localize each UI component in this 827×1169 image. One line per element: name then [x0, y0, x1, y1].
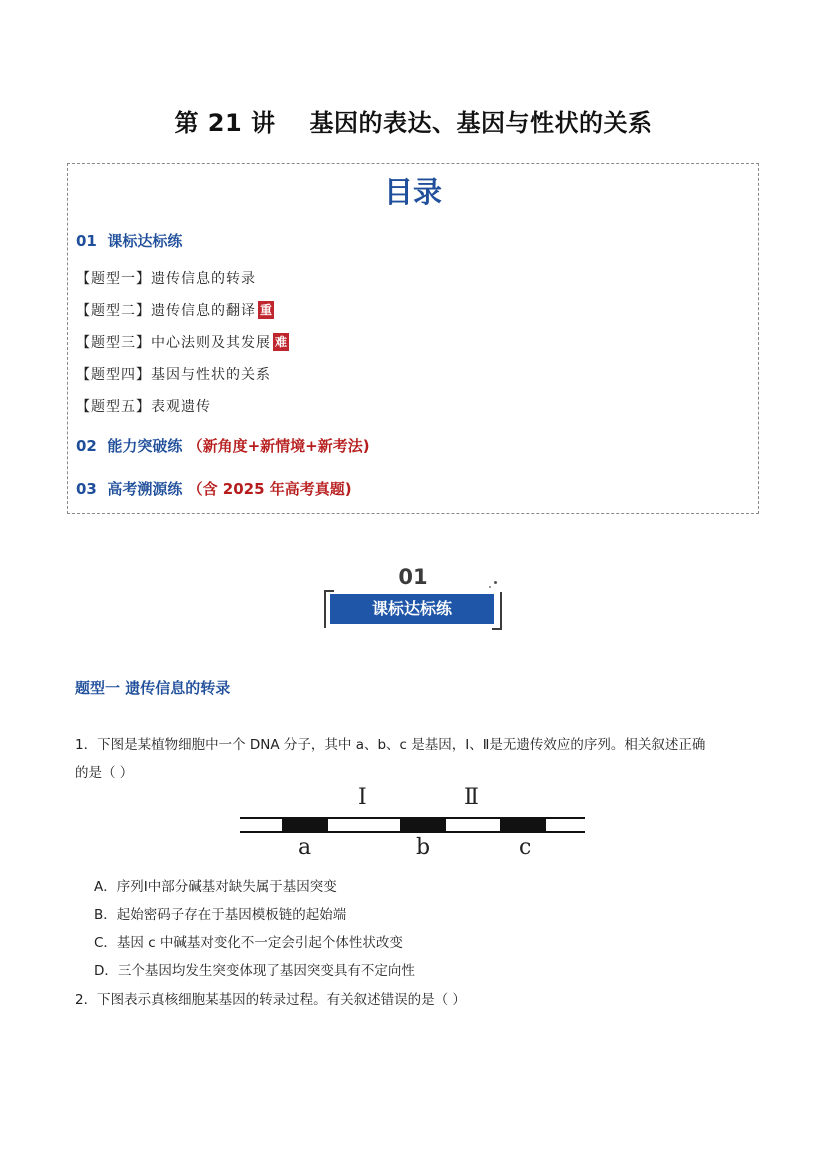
sequence-label-2: Ⅱ: [464, 785, 479, 810]
toc-type-1[interactable]: [76, 268, 256, 288]
dna-diagram: [240, 785, 585, 865]
toc-type-4[interactable]: [76, 364, 271, 384]
key-point-badge: 重: [260, 303, 273, 317]
banner-number: 01: [398, 565, 428, 589]
question-1-text: 1．下图是某植物细胞中一个 DNA 分子，其中 a、b、c 是基因，Ⅰ、Ⅱ是无遗传效应的序列。相关叙述正确: [75, 737, 706, 753]
question-2-text: 2．下图表示真核细胞某基因的转录过程。有关叙述错误的是（ ）: [75, 992, 466, 1008]
toc-section-3-num: 03: [76, 480, 97, 498]
toc-section-1-num: 01: [76, 232, 97, 250]
difficult-badge: 难: [275, 335, 288, 349]
gene-label-c: c: [519, 835, 532, 860]
question-1-text-cont: 的是（ ）: [75, 765, 134, 781]
toc-section-1-name: 课标达标练: [107, 232, 183, 250]
lecture-number: 第 21 讲: [174, 109, 276, 137]
toc-type-3[interactable]: [76, 332, 289, 352]
toc-type-label: 【题型一】遗传信息的转录: [76, 271, 256, 287]
option-d[interactable]: D．三个基因均发生突变体现了基因突变具有不定向性: [94, 963, 415, 979]
toc-type-label: 【题型四】基因与性状的关系: [76, 367, 271, 383]
gene-label-a: a: [298, 835, 312, 860]
toc-section-2-num: 02: [76, 437, 97, 455]
banner-dot: [494, 581, 497, 584]
gene-b-segment: [400, 817, 446, 833]
toc-type-2[interactable]: [76, 300, 274, 320]
toc-section-3-note: （含 2025 年高考真题): [187, 480, 352, 498]
option-c[interactable]: C．基因 c 中碱基对变化不一定会引起个体性状改变: [94, 935, 403, 951]
gene-label-b: b: [416, 835, 431, 860]
gene-c-segment: [500, 817, 546, 833]
toc-section-2-name: 能力突破练: [107, 437, 183, 455]
gene-a-segment: [282, 817, 328, 833]
toc-section-3[interactable]: [76, 478, 352, 499]
section-banner: [322, 562, 504, 634]
toc-type-5[interactable]: [76, 396, 211, 416]
type-1-heading: 题型一 遗传信息的转录: [75, 679, 231, 697]
table-of-contents: [67, 163, 759, 514]
lecture-topic: 基因的表达、基因与性状的关系: [309, 109, 653, 137]
page-title: [0, 103, 827, 138]
toc-type-label: 【题型五】表观遗传: [76, 399, 211, 415]
toc-type-label: 【题型三】中心法则及其发展: [76, 335, 271, 351]
option-a[interactable]: A．序列Ⅰ中部分碱基对缺失属于基因突变: [94, 879, 337, 895]
toc-section-1[interactable]: [76, 230, 182, 251]
toc-type-label: 【题型二】遗传信息的翻译: [76, 303, 256, 319]
option-b[interactable]: B．起始密码子存在于基因模板链的起始端: [94, 907, 347, 923]
toc-heading: 目录: [383, 175, 442, 209]
toc-section-2[interactable]: [76, 435, 370, 456]
banner-label: 课标达标练: [330, 594, 494, 624]
sequence-label-1: I: [358, 785, 367, 810]
banner-dot: [489, 586, 491, 588]
toc-section-2-note: （新角度+新情境+新考法): [187, 437, 370, 455]
toc-section-3-name: 高考溯源练: [107, 480, 183, 498]
